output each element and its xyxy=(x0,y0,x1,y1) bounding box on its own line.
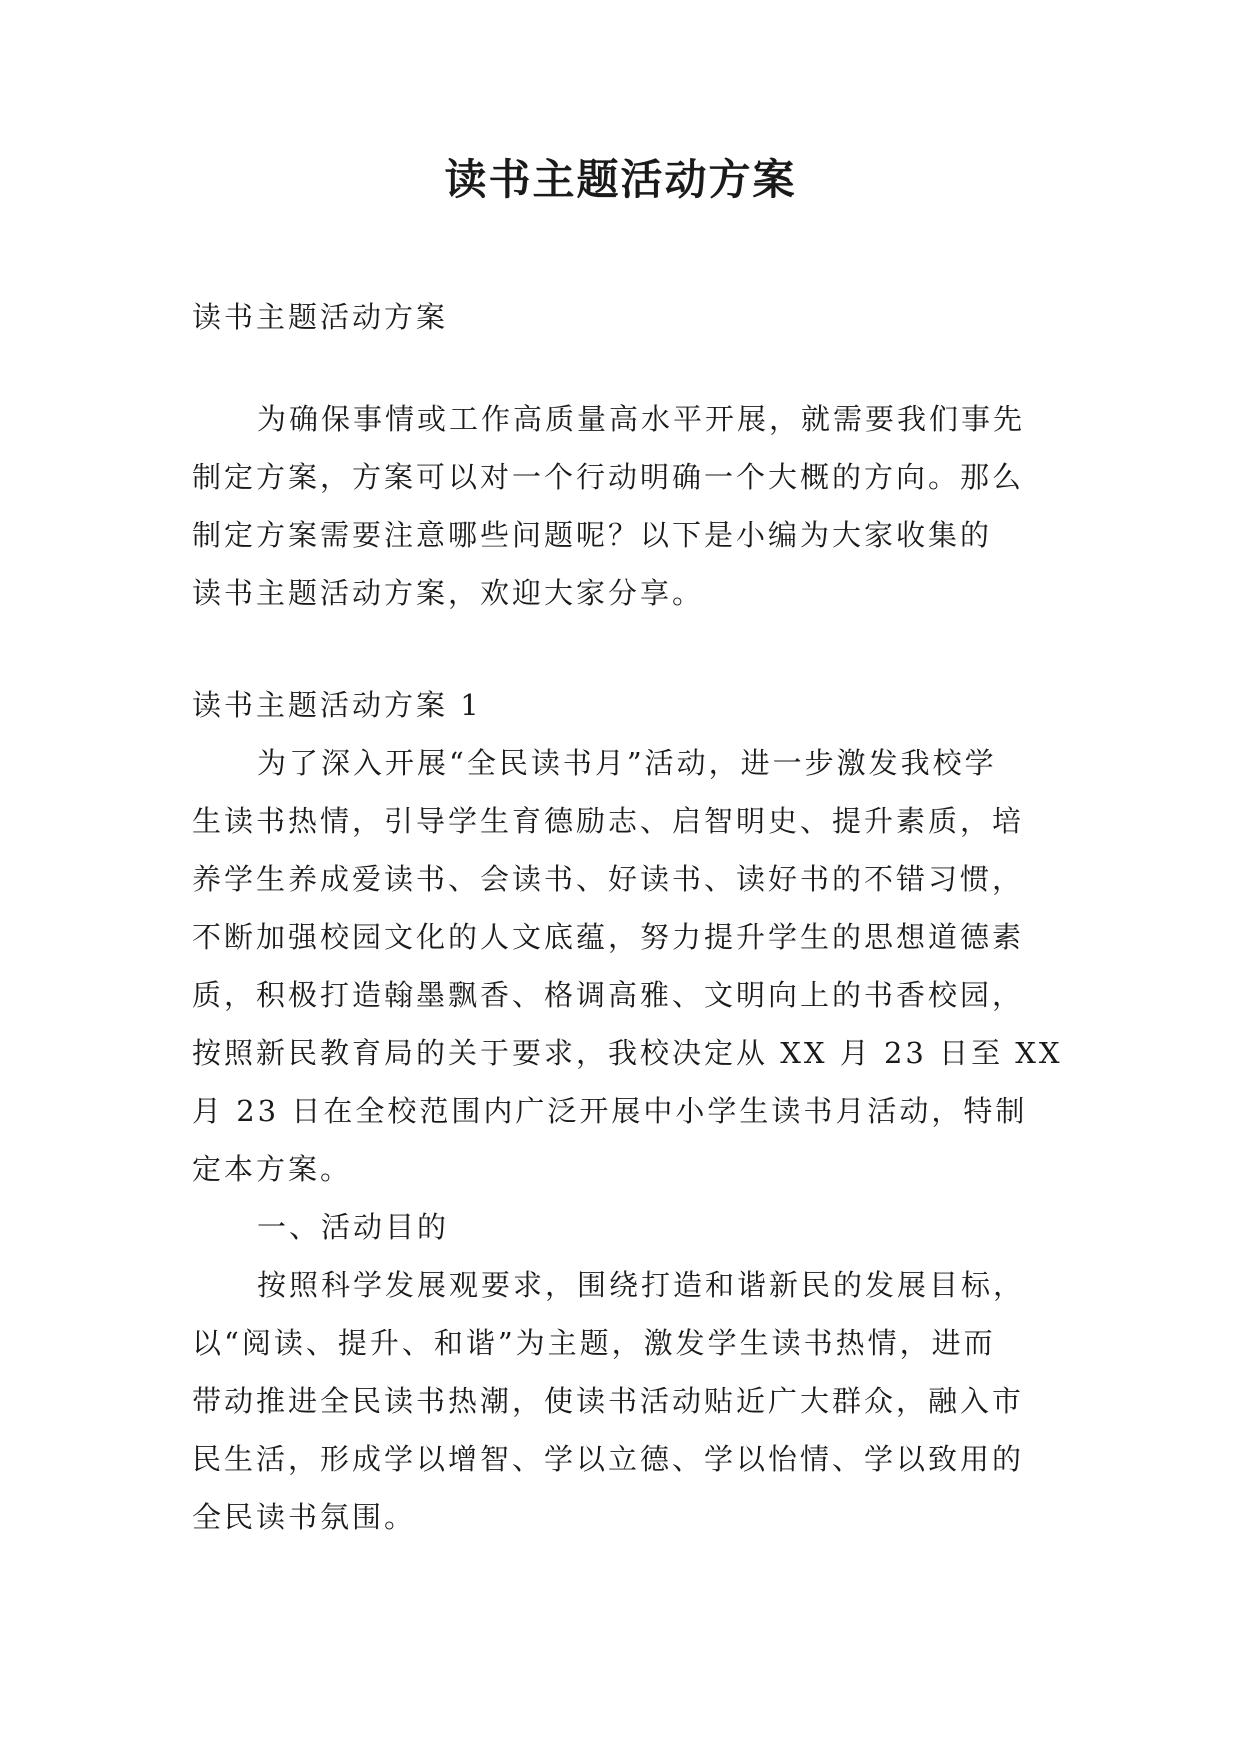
intro-line: 制定方案需要注意哪些问题呢？以下是小编为大家收集的 xyxy=(192,518,993,552)
section1-line: 养学生养成爱读书、会读书、好读书、读好书的不错习惯， xyxy=(192,862,1025,896)
section1-line: 生读书热情，引导学生育德励志、启智明史、提升素质，培 xyxy=(192,804,1025,838)
purpose-line: 全民读书氛围。 xyxy=(192,1500,417,1534)
purpose-line: 带动推进全民读书热潮，使读书活动贴近广大群众，融入市 xyxy=(192,1384,1025,1418)
section1-line: 质，积极打造翰墨飘香、格调高雅、文明向上的书香校园， xyxy=(192,978,1025,1012)
section-heading: 读书主题活动方案 1 xyxy=(192,688,482,722)
purpose-line: 以“阅读、提升、和谐”为主题，激发学生读书热情，进而 xyxy=(192,1326,996,1360)
section1-line: 不断加强校园文化的人文底蕴，努力提升学生的思想道德素 xyxy=(192,920,1025,954)
section1-line: 按照新民教育局的关于要求，我校决定从 XX 月 23 日至 XX xyxy=(192,1036,1063,1070)
intro-line: 读书主题活动方案，欢迎大家分享。 xyxy=(192,576,705,610)
section1-line: 为了深入开展“全民读书月”活动，进一步激发我校学 xyxy=(257,746,997,780)
purpose-line: 按照科学发展观要求，围绕打造和谐新民的发展目标， xyxy=(257,1268,1026,1302)
document-title: 读书主题活动方案 xyxy=(444,155,797,204)
section1-line: 定本方案。 xyxy=(192,1152,353,1186)
intro-line: 制定方案，方案可以对一个行动明确一个大概的方向。那么 xyxy=(192,460,1025,494)
purpose-paragraph xyxy=(192,1256,1052,1546)
purpose-line: 民生活，形成学以增智、学以立德、学以怡情、学以致用的 xyxy=(192,1442,1025,1476)
document-body xyxy=(192,288,1063,1546)
section1-paragraph xyxy=(192,734,1063,1198)
document-subtitle: 读书主题活动方案 xyxy=(192,300,449,334)
intro-line: 为确保事情或工作高质量高水平开展，就需要我们事先 xyxy=(257,402,1026,436)
section1-line: 月 23 日在全校范围内广泛开展中小学生读书月活动，特制 xyxy=(192,1094,1028,1128)
intro-paragraph xyxy=(192,390,1052,622)
purpose-heading: 一、活动目的 xyxy=(257,1210,450,1244)
